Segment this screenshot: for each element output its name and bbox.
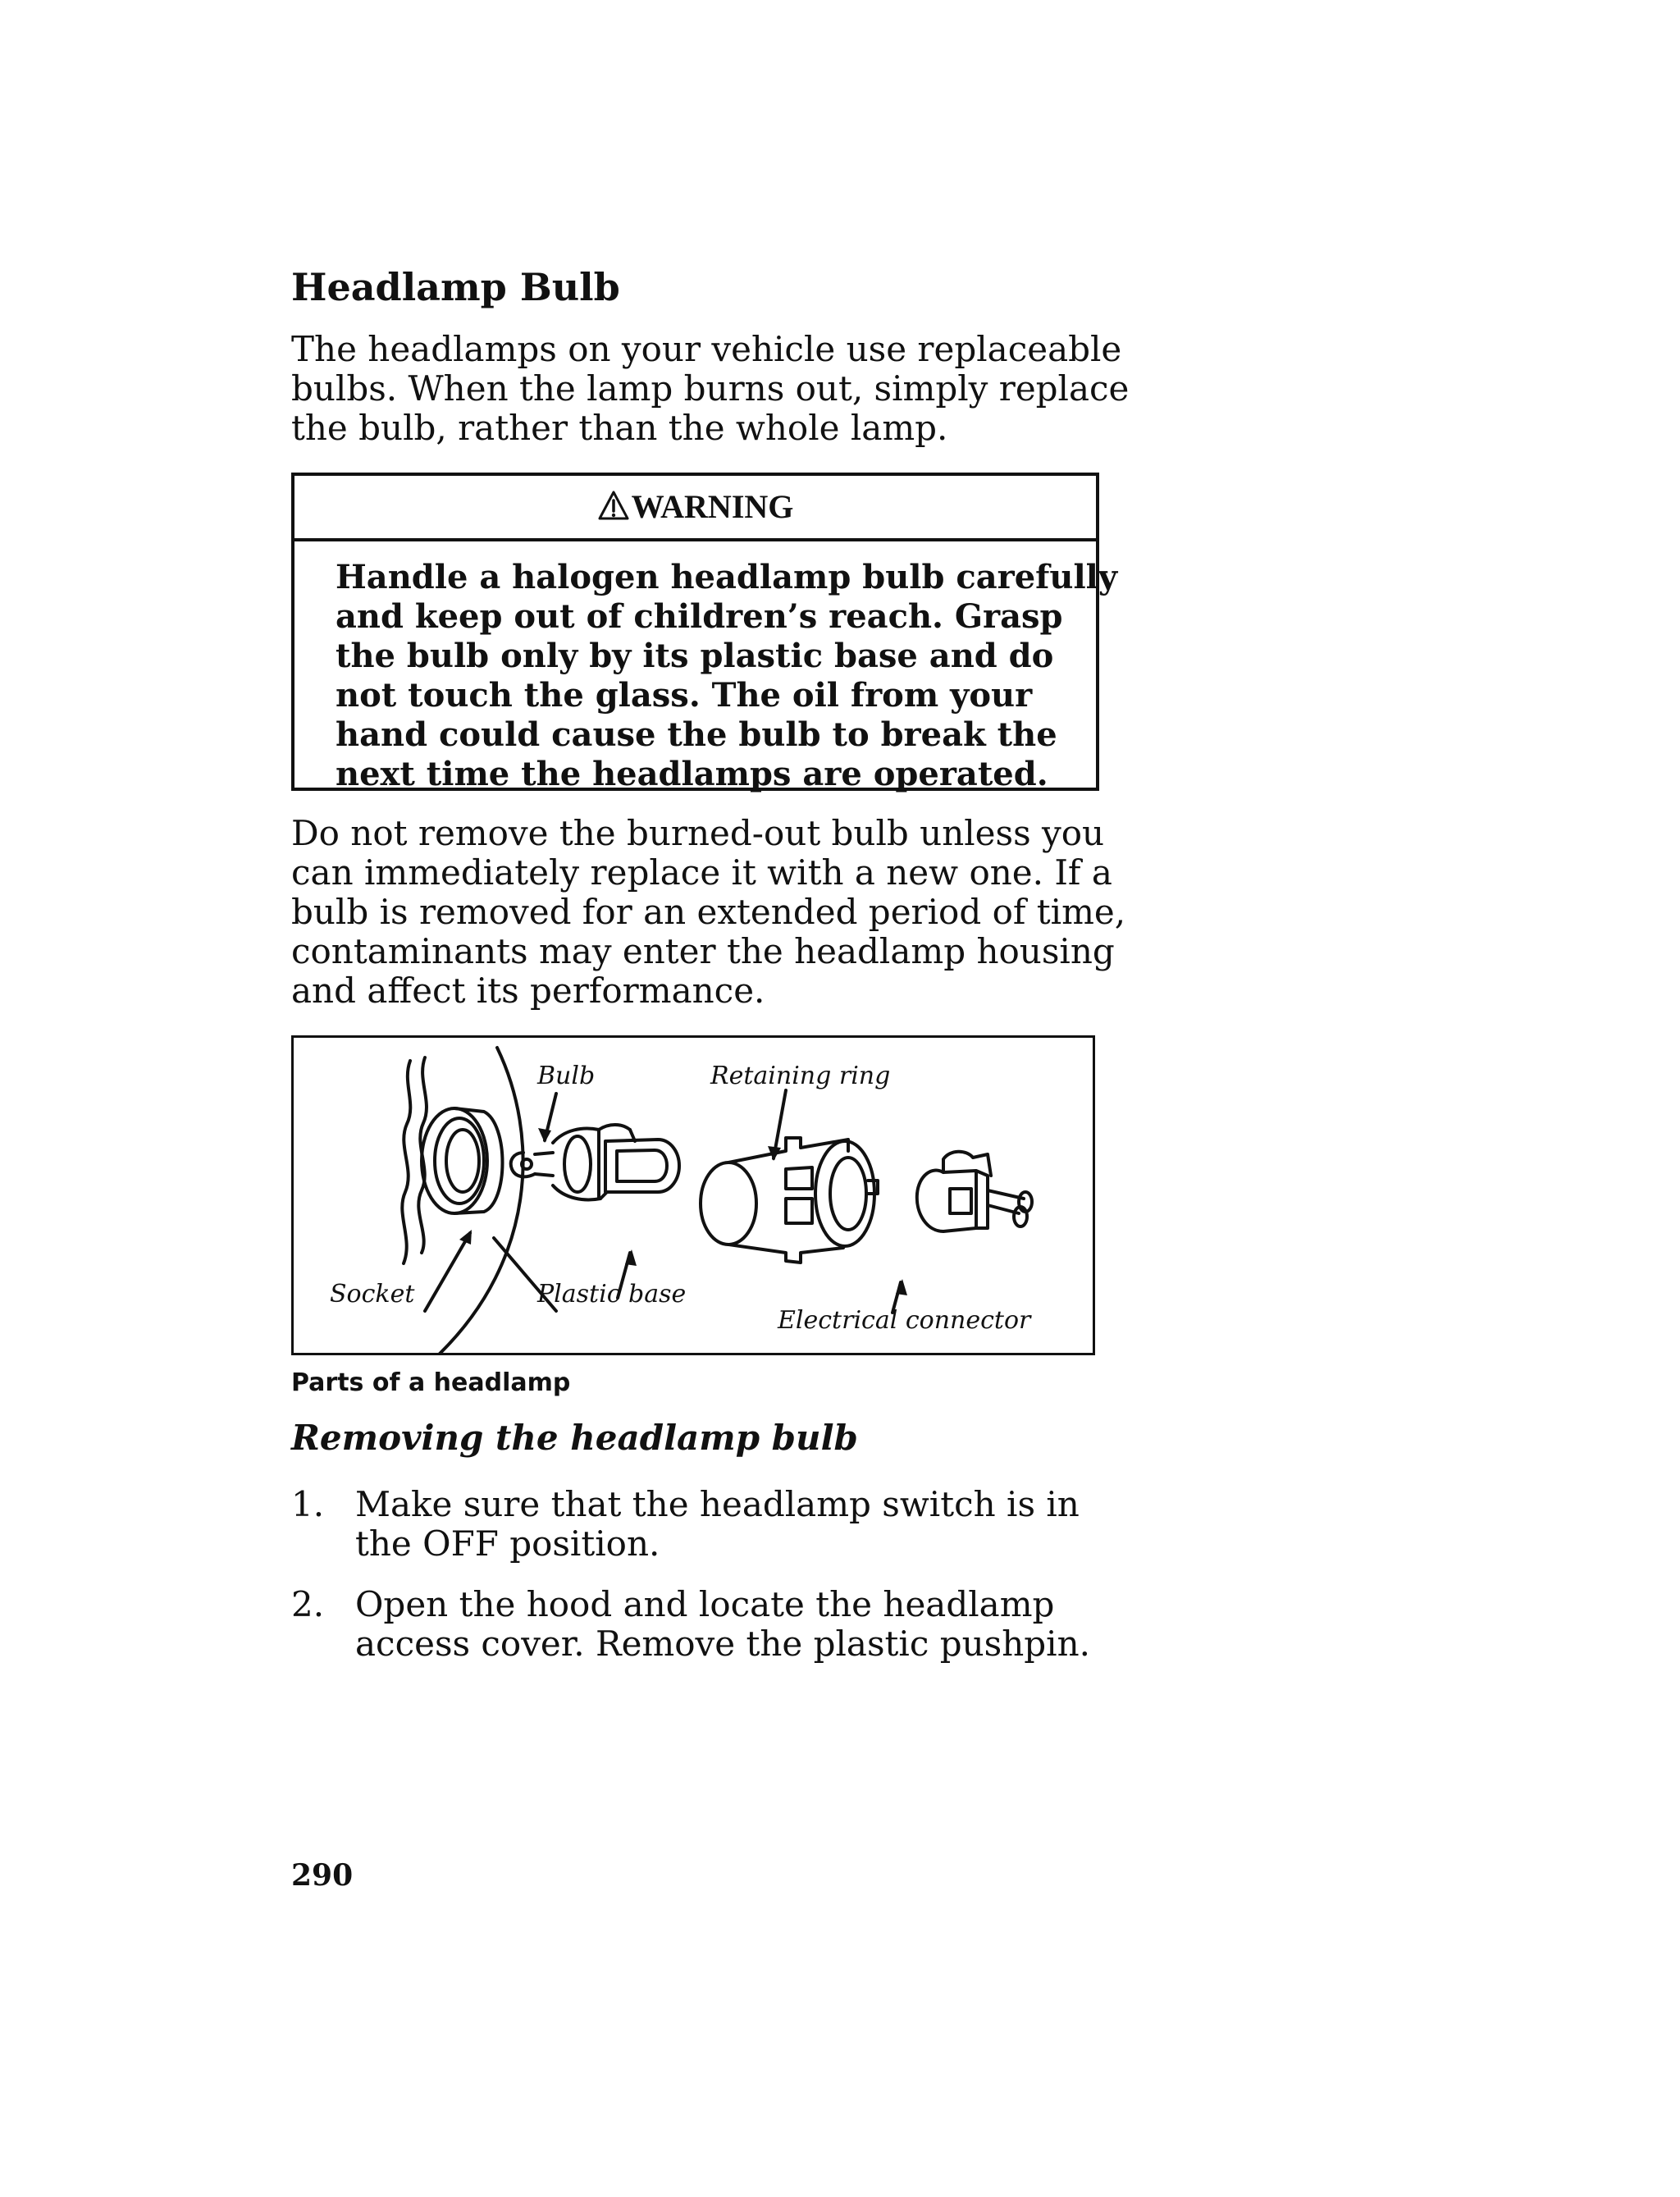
bulb-label: Bulb [537,1062,596,1090]
step-line: the OFF position. [355,1523,660,1564]
socket-label: Socket [330,1280,415,1309]
paragraph-line: contaminants may enter the headlamp housing [291,931,1115,971]
step-line: access cover. Remove the plastic pushpin. [355,1624,1090,1664]
paragraph-line: bulb is removed for an extended period of time, [291,892,1126,932]
step-line: Open the hood and locate the headlamp [355,1584,1055,1624]
intro-line: the bulb, rather than the whole lamp. [291,408,948,448]
intro-line: The headlamps on your vehicle use replaceable [291,329,1122,369]
paragraph-line: can immediately replace it with a new one. If a [291,852,1112,893]
figure-caption: Parts of a headlamp [291,1368,571,1397]
step-number: 1. [291,1484,325,1524]
warning-line: and keep out of children’s reach. Grasp [336,597,1063,636]
warning-line: hand could cause the bulb to break the [336,715,1057,754]
removing-heading: Removing the headlamp bulb [291,1418,858,1458]
section-title: Headlamp Bulb [291,265,620,309]
page-number: 290 [291,1858,354,1893]
step-line: Make sure that the headlamp switch is in [355,1484,1080,1524]
intro-line: bulbs. When the lamp burns out, simply replace [291,368,1130,409]
intro-paragraph [291,329,1130,448]
step-number: 2. [291,1584,325,1624]
warning-heading [294,476,1096,541]
burned-out-bulb-paragraph [291,813,1126,1011]
warning-text [336,558,1117,794]
headlamp-parts-figure [291,1035,1095,1355]
warning-box [291,473,1118,793]
electrical-connector-label: Electrical connector [778,1306,1031,1335]
warning-triangle-icon [597,490,630,521]
warning-line: Handle a halogen headlamp bulb carefully [336,558,1118,596]
plastic-base-label: Plastic base [537,1280,687,1309]
retaining-ring-label: Retaining ring [710,1062,891,1090]
step-text [355,1485,1080,1564]
step-text [355,1585,1090,1664]
warning-line: the bulb only by its plastic base and do [336,637,1054,675]
warning-heading-text: WARNING [631,488,794,525]
warning-line: next time the headlamps are operated. [336,755,1048,793]
paragraph-line: Do not remove the burned-out bulb unless you [291,813,1105,853]
paragraph-line: and affect its performance. [291,971,765,1011]
warning-line: not touch the glass. The oil from your [336,676,1033,715]
